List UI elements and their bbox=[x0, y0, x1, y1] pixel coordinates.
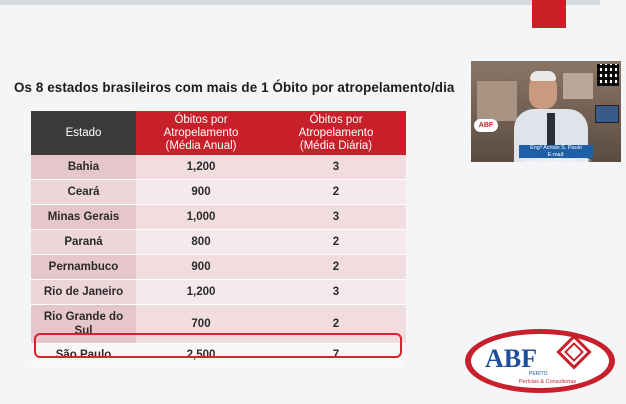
states-table bbox=[31, 111, 406, 367]
annual-cell: 2,500 bbox=[136, 344, 266, 367]
state-cell: São Paulo bbox=[31, 344, 136, 367]
daily-cell: 2 bbox=[266, 255, 406, 280]
wall-frame bbox=[563, 73, 593, 99]
header-annual: Óbitos por Atropelamento (Média Anual) bbox=[136, 111, 266, 155]
state-cell: Pernambuco bbox=[31, 255, 136, 280]
abf-logo bbox=[463, 327, 618, 395]
bookshelf bbox=[477, 81, 517, 121]
presenter-video-thumbnail[interactable] bbox=[471, 61, 621, 162]
state-cell: Bahia bbox=[31, 155, 136, 180]
daily-cell: 2 bbox=[266, 230, 406, 255]
daily-cell: 2 bbox=[266, 180, 406, 205]
logo-tagline: Perícias & Consultorias bbox=[519, 379, 577, 385]
state-cell: Paraná bbox=[31, 230, 136, 255]
table-row bbox=[31, 155, 406, 180]
table-header-row bbox=[31, 111, 406, 155]
monitor bbox=[595, 105, 619, 123]
logo-sub-text: PERITO bbox=[529, 371, 548, 377]
presenter-caption: Engº Acrisio S. Paulo E-mail: consultoriaabf@hotmail.com bbox=[519, 145, 593, 158]
daily-cell: 3 bbox=[266, 280, 406, 305]
table-row-highlighted bbox=[31, 344, 406, 367]
state-cell: Rio Grande do Sul bbox=[31, 305, 136, 344]
daily-cell: 3 bbox=[266, 205, 406, 230]
annual-cell: 900 bbox=[136, 255, 266, 280]
presenter-hair bbox=[530, 71, 556, 81]
annual-cell: 800 bbox=[136, 230, 266, 255]
header-daily: Óbitos por Atropelamento (Média Diária) bbox=[266, 111, 406, 155]
top-border bbox=[0, 0, 600, 5]
table-row bbox=[31, 230, 406, 255]
state-cell: Minas Gerais bbox=[31, 205, 136, 230]
logo-brand-text: ABF bbox=[485, 344, 537, 373]
state-cell: Rio de Janeiro bbox=[31, 280, 136, 305]
table-row bbox=[31, 280, 406, 305]
annual-cell: 700 bbox=[136, 305, 266, 344]
slide-title: Os 8 estados brasileiros com mais de 1 Óbito por atropelamento/dia bbox=[14, 80, 455, 95]
annual-cell: 1,000 bbox=[136, 205, 266, 230]
red-accent-bar bbox=[532, 0, 566, 28]
daily-cell: 3 bbox=[266, 155, 406, 180]
annual-cell: 1,200 bbox=[136, 155, 266, 180]
table-row bbox=[31, 205, 406, 230]
annual-cell: 900 bbox=[136, 180, 266, 205]
table-row bbox=[31, 305, 406, 344]
daily-cell: 7 bbox=[266, 344, 406, 367]
table-row bbox=[31, 255, 406, 280]
header-state: Estado bbox=[31, 111, 136, 155]
qr-code-icon bbox=[597, 64, 619, 86]
abf-badge: ABF bbox=[474, 119, 498, 132]
table-row bbox=[31, 180, 406, 205]
state-cell: Ceará bbox=[31, 180, 136, 205]
annual-cell: 1,200 bbox=[136, 280, 266, 305]
daily-cell: 2 bbox=[266, 305, 406, 344]
